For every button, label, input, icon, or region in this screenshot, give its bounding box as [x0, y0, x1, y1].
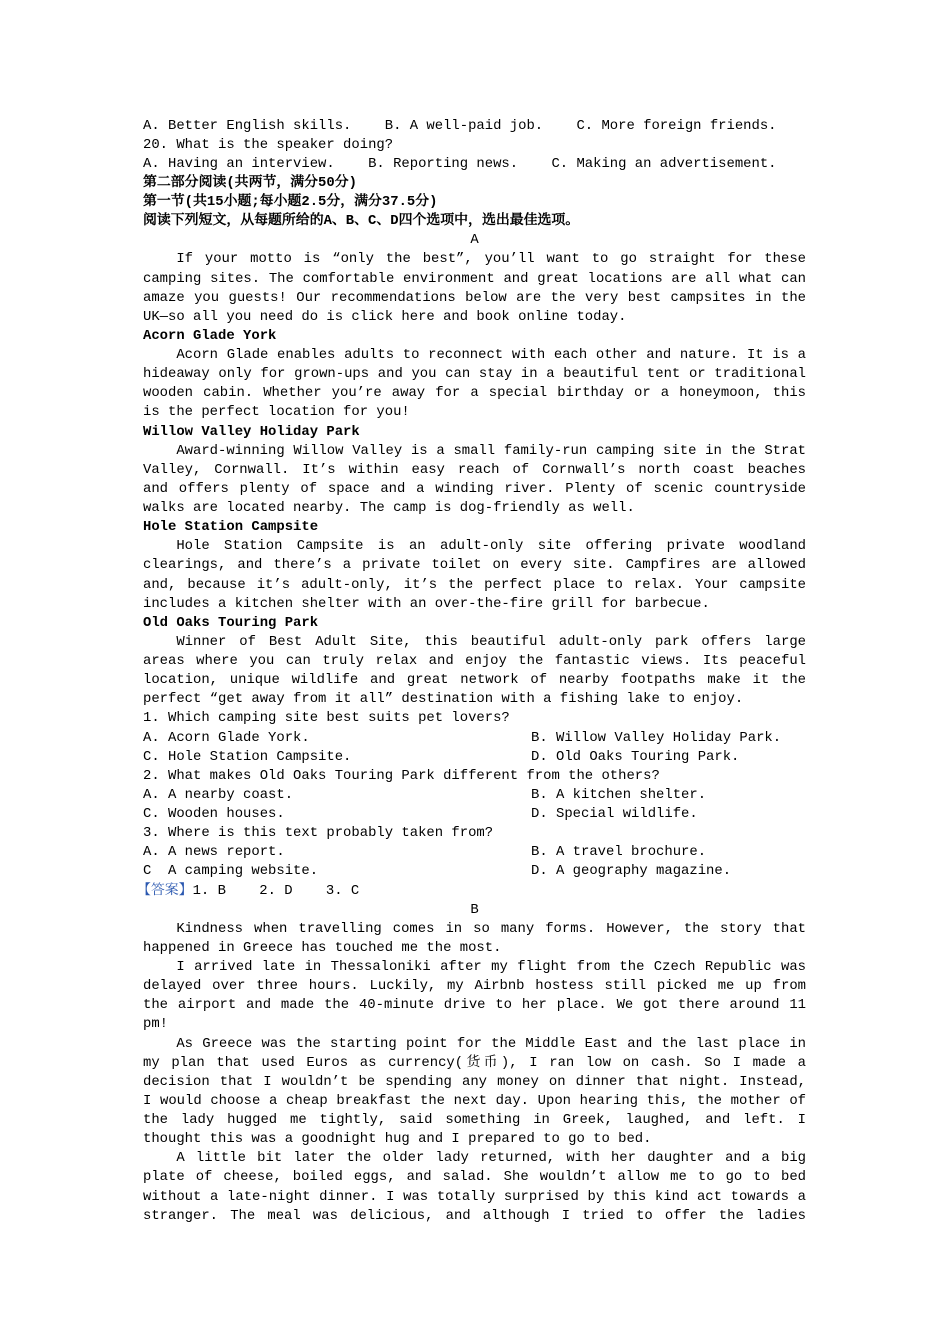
option-c: C. Hole Station Campsite. — [143, 748, 352, 765]
option-row — [143, 729, 806, 748]
site-heading: Acorn Glade York — [143, 327, 277, 344]
passage-b-paragraph-3 — [143, 1035, 806, 1150]
page-content — [137, 117, 806, 1226]
option-d: D. A geography magazine. — [531, 863, 732, 880]
text-line: includes a kitchen shelter with an over-the-fire grill for barbecue. — [143, 595, 710, 612]
text-line: delayed over three hours. Luckily, my Airbnb hostess still picked me up from — [143, 978, 806, 995]
passage-a-label: A — [470, 232, 479, 249]
text-line: perfect “get away from it all” destination with a fishing lake to enjoy. — [143, 691, 744, 708]
text-line: A little bit later the older lady returned, with her daughter and a big — [176, 1150, 806, 1167]
text-line: As Greece was the starting point for the Middle East and the last place in — [176, 1035, 806, 1052]
text-line: happened in Greece has touched me the most. — [143, 939, 502, 956]
text-line: Winner of Best Adult Site, this beautiful adult-only park offers large — [176, 633, 806, 650]
text-line: wooden cabin. Whether you’re away for a special birthday or a honeymoon, this — [143, 385, 806, 402]
q19-option-c: C. More foreign friends. — [576, 117, 777, 134]
q20-option-c: C. Making an advertisement. — [551, 155, 777, 172]
text-line: If your motto is “only the best”, you’ll want to go straight for these — [176, 251, 806, 268]
text-line: hideaway only for grown-ups and you can stay in a beautiful tent or traditional — [143, 366, 806, 383]
option-a: A. A news report. — [143, 844, 285, 861]
option-b: B. A kitchen shelter. — [531, 786, 707, 803]
site-heading: Hole Station Campsite — [143, 519, 319, 536]
text-line: camping sites. The comfortable environment and great locations are all what can — [143, 270, 806, 287]
text-line: walks are located nearby. The camp is dog-friendly as well. — [143, 500, 635, 516]
text-line: clearings, and there’s a private toilet on every site. Campfires are allowed — [143, 557, 806, 574]
text-line: pm! — [143, 1016, 169, 1033]
text-line: I would choose a cheap breakfast the next day. Upon hearing this, the mother of — [143, 1092, 806, 1109]
section-title: 第一节(共15小题;每小题2.5分，满分37.5分) — [143, 194, 438, 210]
q19-option-b: B. A well-paid job. — [384, 117, 544, 134]
text-line: UK—so all you need do is click here and book online today. — [143, 308, 627, 325]
text-line: Valley, Cornwall. It’s within easy reach of Cornwall’s north coast beaches — [143, 461, 806, 478]
option-b: B. A travel brochure. — [531, 844, 707, 861]
option-a: A. A nearby coast. — [143, 786, 294, 803]
text-line: is the perfect location for you! — [143, 404, 410, 421]
option-c: C A camping website. — [143, 863, 319, 880]
answer-1: 1. B — [192, 882, 226, 899]
passage-b-paragraph-4 — [143, 1149, 806, 1226]
text-line: the airport and made the 40-minute drive to her place. We got there around 11 — [143, 997, 806, 1014]
text-line: Award-winning Willow Valley is a small family-run camping site in the Strat — [176, 442, 806, 459]
question-stem: 1. Which camping site best suits pet lovers? — [143, 710, 510, 727]
answer-line — [137, 882, 806, 901]
passage-b-paragraph-2 — [143, 958, 806, 1035]
site-hole-station — [143, 518, 806, 614]
question-stem: 3. Where is this text probably taken from? — [143, 825, 494, 842]
text-line: without a late-night dinner. I was totally surprised by this kind act towards a — [143, 1188, 806, 1205]
site-heading: Old Oaks Touring Park — [143, 614, 319, 631]
q20-option-b: B. Reporting news. — [368, 155, 519, 172]
answer-tag: 【答案】 — [137, 882, 193, 899]
text-line: Kindness when travelling comes in so many forms. However, the story that — [176, 920, 806, 937]
q20-option-a: A. Having an interview. — [143, 155, 335, 172]
option-b: B. Willow Valley Holiday Park. — [531, 729, 782, 746]
text-line: decision that I wouldn’t be spending any money on dinner that night. Instead, — [143, 1073, 806, 1090]
question-1 — [143, 709, 806, 766]
option-d: D. Old Oaks Touring Park. — [531, 748, 740, 765]
text-line: and, because it’s adult-only, it’s the perfect place to relax. Your campsite — [143, 576, 806, 593]
text-line: my plan that used Euros as currency(货币), I ran low on cash. So I made a — [143, 1054, 806, 1071]
option-row — [143, 786, 806, 805]
option-row — [143, 862, 806, 881]
text-line: thought this was a goodnight hug and I prepared to go to bed. — [143, 1131, 652, 1148]
option-row — [143, 843, 806, 862]
text-line: Acorn Glade enables adults to reconnect with each other and nature. It is a — [176, 347, 806, 363]
answer-3: 3. C — [325, 882, 360, 899]
site-heading: Willow Valley Holiday Park — [143, 423, 360, 440]
text-line: plate of cheese, boiled eggs, and salad. She wouldn’t allow me to go to bed — [143, 1169, 806, 1186]
q19-options — [143, 117, 806, 136]
instruction: 阅读下列短文，从每题所给的A、B、C、D四个选项中，选出最佳选项。 — [143, 213, 580, 230]
text-line: location, unique wildlife and great network of nearby footpaths make it the — [143, 672, 806, 689]
question-3 — [143, 824, 806, 881]
passage-b-label: B — [470, 901, 479, 918]
question-2 — [143, 767, 806, 824]
q19-option-a: A. Better English skills. — [143, 117, 352, 134]
text-line: I arrived late in Thessaloniki after my flight from the Czech Republic was — [176, 959, 806, 975]
site-acorn-glade — [143, 327, 806, 423]
site-willow-valley — [143, 423, 806, 519]
text-line: and offers plenty of space and a winding river. Plenty of scenic countryside — [143, 480, 806, 497]
q20-stem: 20. What is the speaker doing? — [143, 136, 394, 153]
option-c: C. Wooden houses. — [143, 806, 285, 822]
answer-2: 2. D — [259, 882, 293, 899]
part-title: 第二部分阅读(共两节，满分50分) — [143, 174, 357, 191]
option-row — [143, 805, 806, 824]
passage-a-intro — [143, 250, 806, 327]
text-line: the lady hugged me tightly, said something in Greek, laughed, and left. I — [143, 1112, 806, 1128]
text-line: areas where you can truly relax and enjoy the fantastic views. Its peaceful — [143, 653, 806, 669]
passage-b-paragraph-1 — [143, 920, 806, 958]
text-line: Hole Station Campsite is an adult-only site offering private woodland — [176, 538, 806, 555]
text-line: amaze you guests! Our recommendations below are the very best campsites in the — [143, 289, 806, 306]
site-old-oaks — [143, 614, 806, 710]
option-a: A. Acorn Glade York. — [143, 729, 310, 746]
q20-options — [143, 155, 806, 174]
option-d: D. Special wildlife. — [531, 806, 698, 822]
text-line: stranger. The meal was delicious, and although I tried to offer the ladies — [143, 1207, 806, 1224]
question-stem: 2. What makes Old Oaks Touring Park different from the others? — [143, 767, 660, 784]
option-row — [143, 748, 806, 767]
